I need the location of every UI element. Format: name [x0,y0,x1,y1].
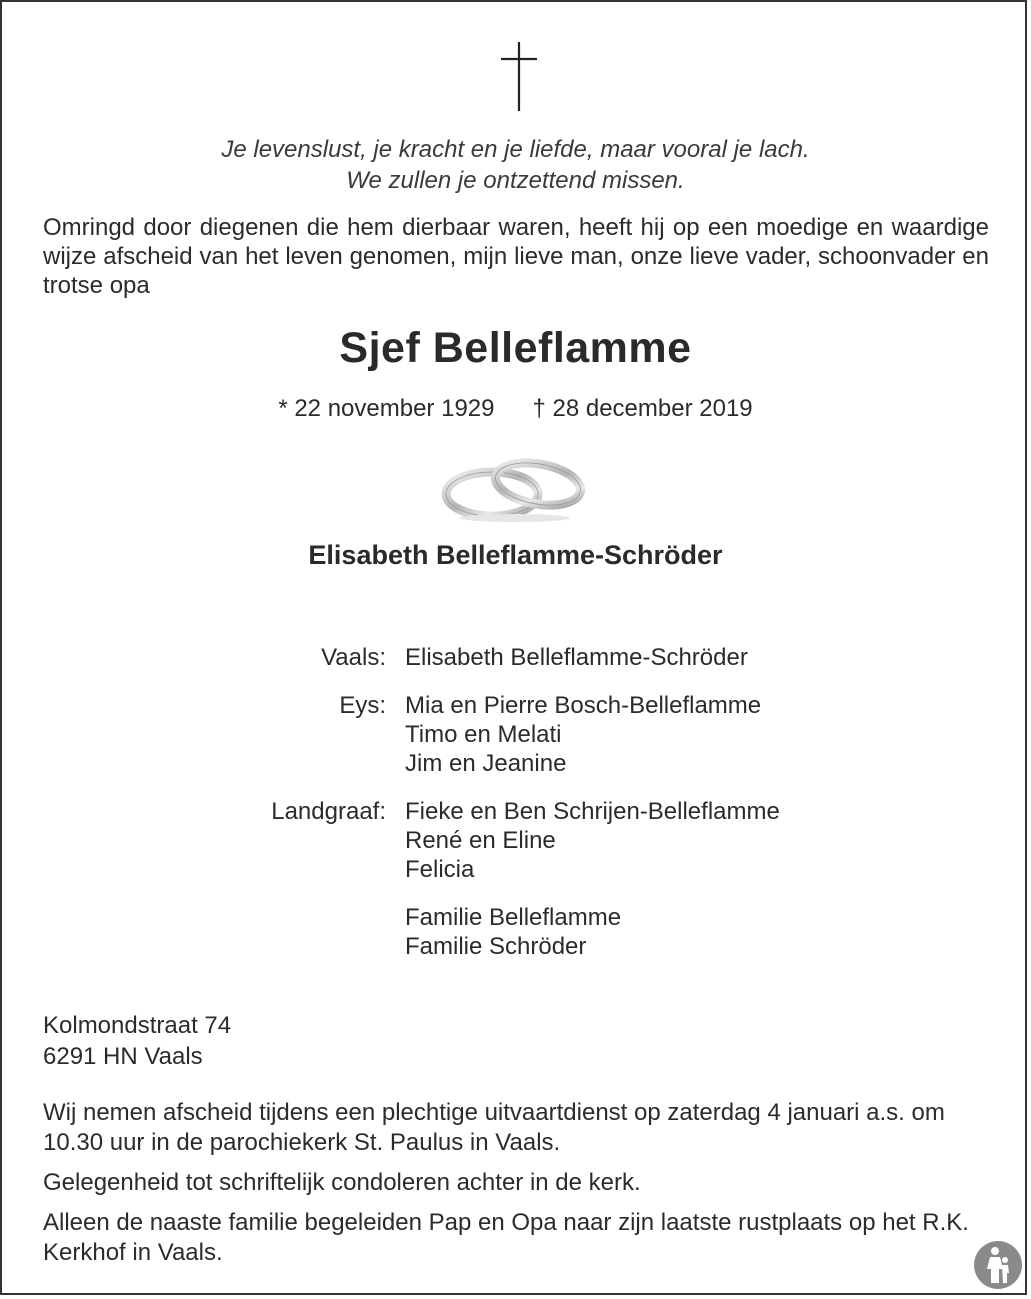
address-city: 6291 HN Vaals [43,1043,203,1070]
family-member: Elisabeth Belleflamme-Schröder [405,644,748,671]
life-dates [2,395,1029,423]
family-member: Jim en Jeanine [405,750,567,777]
wedding-rings-icon [440,450,590,524]
spouse-name: Elisabeth Belleflamme-Schröder [308,540,723,570]
family-member: Mia en Pierre Bosch-Belleflamme [405,692,762,719]
service-info: Wij nemen afscheid tijdens een plechtige uitvaartdienst op zaterdag 4 januari a.s. om 10.30 uur in de parochiekerk St. Paulus in Vaals. [43,1099,945,1156]
family-group-landgraaf [2,797,1029,884]
deceased-name: Sjef Belleflamme [339,324,692,372]
family-place: Landgraaf: [271,798,386,825]
family-member: Familie Belleflamme [405,904,622,931]
family-group-vaals [2,643,1029,672]
family-place: Eys: [339,692,386,719]
address-street: Kolmondstraat 74 [43,1012,232,1039]
quote [2,134,1029,196]
quote-line-1: Je levenslust, je kracht en je liefde, maar vooral je lach. [221,136,810,163]
family-group-relatives [2,903,1029,961]
family-list [2,643,1029,980]
family-member: Timo en Melati [405,721,562,748]
family-member: Felicia [405,856,475,883]
cross-icon [501,42,541,112]
intro-text: Omringd door diegenen die hem dierbaar waren, heeft hij op een moedige en waardige wijze afscheid van het leven genomen, mijn lieve man, onze lieve vader, schoonvader en trotse opa [43,214,989,299]
quote-line-2: We zullen je ontzettend missen. [346,167,685,194]
birth-date: * 22 november 1929 [278,395,495,422]
family-group-eys [2,691,1029,778]
address [43,1010,231,1072]
family-place: Vaals: [321,644,386,671]
publisher-badge-icon [973,1240,1023,1290]
closing-text [43,1098,993,1278]
family-member: Fieke en Ben Schrijen-Belleflamme [405,798,780,825]
burial-info: Alleen de naaste familie begeleiden Pap en Opa naar zijn laatste rustplaats op het R.K. Kerkhof in Vaals. [43,1209,969,1266]
death-date: † 28 december 2019 [532,395,753,422]
condolence-info: Gelegenheid tot schriftelijk condoleren achter in de kerk. [43,1169,641,1196]
family-member: Familie Schröder [405,933,587,960]
family-member: René en Eline [405,827,556,854]
